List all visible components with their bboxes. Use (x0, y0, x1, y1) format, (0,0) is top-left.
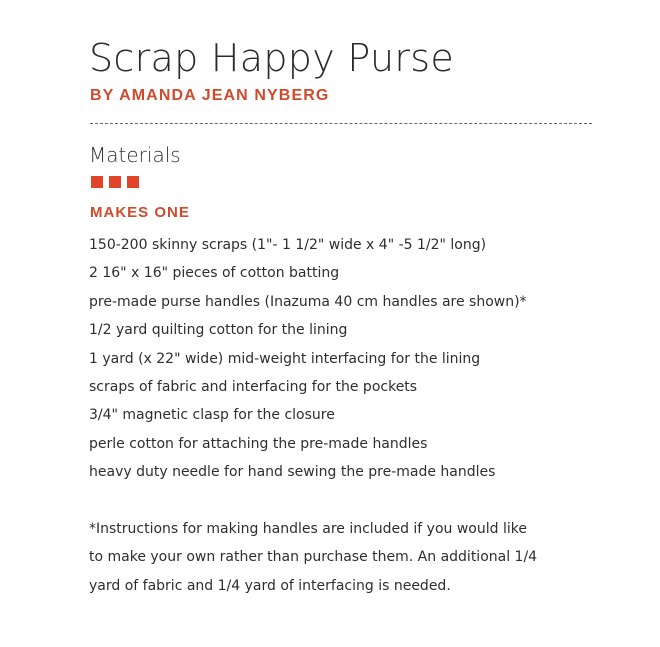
yield-label: MAKES ONE (90, 204, 190, 221)
list-item: perle cotton for attaching the pre-made handles (89, 435, 428, 452)
square-icon (127, 176, 139, 188)
list-item: 2 16" x 16" pieces of cotton batting (89, 265, 340, 282)
square-icon (109, 176, 121, 188)
square-icon (91, 176, 103, 188)
footnote-line: *Instructions for making handles are included if you would like (89, 521, 527, 537)
list-item: pre-made purse handles (Inazuma 40 cm handles are shown)* (89, 293, 527, 310)
materials-list (89, 231, 527, 487)
materials-heading: Materials (89, 143, 181, 167)
decorative-squares (91, 176, 139, 188)
list-item: heavy duty needle for hand sewing the pre-made handles (89, 464, 496, 481)
list-item: 3/4" magnetic clasp for the closure (89, 407, 335, 424)
footnote (89, 515, 589, 600)
pattern-title: Scrap Happy Purse (89, 36, 455, 80)
footnote-line: to make your own rather than purchase them. An additional 1/4 (89, 549, 538, 566)
list-item: 150-200 skinny scraps (1"- 1 1/2" wide x 4" -5 1/2" long) (89, 237, 487, 253)
dashed-divider (90, 123, 592, 124)
list-item: 1/2 yard quilting cotton for the lining (89, 322, 348, 339)
footnote-line: yard of fabric and 1/4 yard of interfacing is needed. (89, 577, 451, 594)
list-item: scraps of fabric and interfacing for the pockets (89, 379, 418, 396)
author-byline: BY AMANDA JEAN NYBERG (90, 87, 330, 104)
list-item: 1 yard (x 22" wide) mid-weight interfacing for the lining (89, 350, 481, 367)
